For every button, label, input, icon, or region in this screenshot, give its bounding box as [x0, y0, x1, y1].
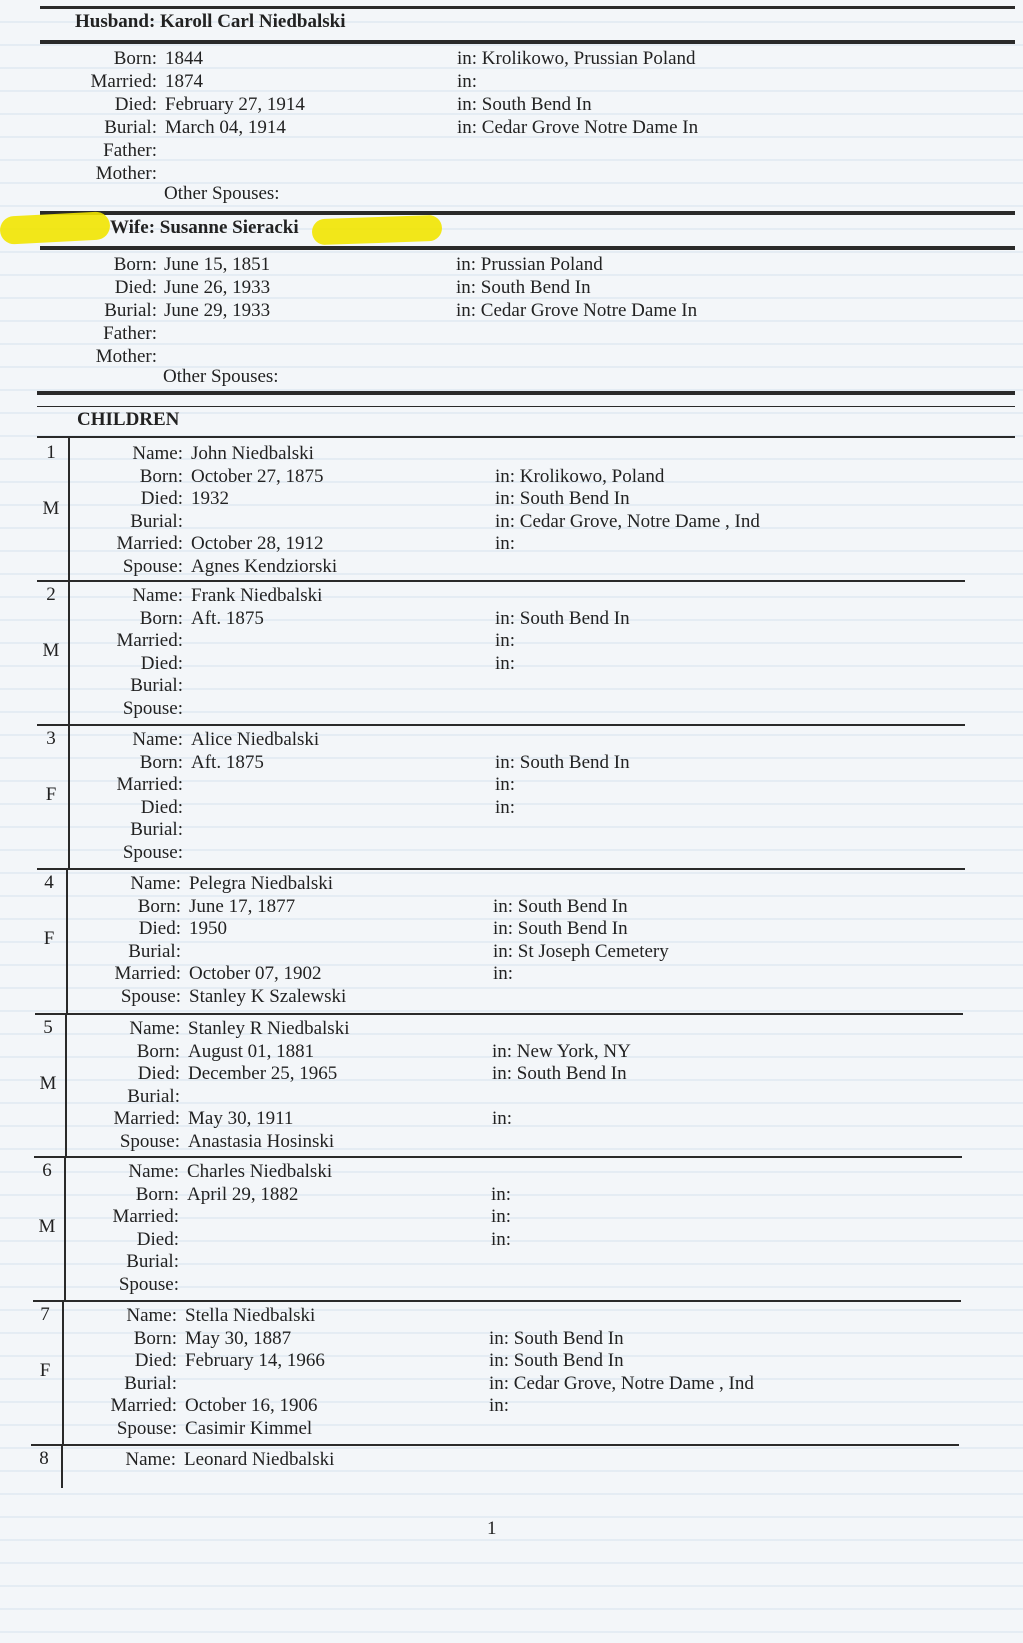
child-field-label: Name: — [132, 585, 183, 606]
child-separator — [35, 1013, 963, 1015]
child-field-value: Charles Niedbalski — [187, 1161, 333, 1182]
husband-heading — [75, 11, 345, 33]
child-number: 6 — [42, 1160, 52, 1181]
children-heading-rule — [37, 436, 1015, 438]
child-field-label: Died: — [134, 1350, 177, 1372]
field-label: Died: — [114, 94, 157, 115]
field-place: in: Krolikowo, Prussian Poland — [457, 48, 696, 69]
child-field-label: Spouse: — [122, 556, 183, 577]
child-field-place: in: South Bend In — [492, 1063, 627, 1085]
child-field-value: December 25, 1965 — [188, 1063, 338, 1085]
child-number: 8 — [39, 1448, 49, 1469]
child-separator — [33, 1300, 961, 1302]
child-field-label: Burial: — [130, 819, 183, 841]
field-place: in: South Bend In — [456, 277, 591, 298]
field-value: 1874 — [165, 71, 203, 92]
wife-name: Susanne Sieracki — [159, 217, 299, 238]
field-label: Father: — [103, 140, 157, 161]
child-number: 2 — [46, 584, 56, 605]
child-field-label: Died: — [140, 652, 183, 674]
child-separator — [31, 1444, 959, 1446]
child-field-value: Stanley K Szalewski — [189, 986, 347, 1007]
child-field-place: in: South Bend In — [495, 607, 630, 629]
child-divider — [62, 1300, 64, 1444]
child-field-label: Name: — [132, 443, 183, 464]
field-label: Died: — [114, 277, 157, 298]
child-number: 5 — [43, 1017, 53, 1038]
child-field-place: in: South Bend In — [495, 751, 630, 773]
husband-name: Karoll Carl Niedbalski — [160, 11, 346, 32]
highlighter-mark-left — [0, 211, 111, 245]
child-field-label: Born: — [139, 465, 183, 487]
child-field-label: Name: — [129, 1018, 180, 1039]
page-number: 1 — [487, 1518, 497, 1539]
child-field-label: Died: — [140, 796, 183, 818]
husband-heading-label: Husband: — [75, 11, 156, 32]
child-field-label: Died: — [137, 1063, 180, 1085]
child-field-label: Name: — [126, 1305, 177, 1326]
field-value: 1844 — [165, 48, 203, 69]
wife-top-rule — [40, 211, 1015, 215]
child-divider — [68, 724, 70, 868]
child-field-label: Born: — [136, 1040, 180, 1062]
child-divider — [65, 1013, 67, 1156]
husband-rule — [40, 40, 1015, 44]
child-field-value: 1950 — [189, 918, 227, 940]
husband-other-spouses: Other Spouses: — [164, 183, 280, 204]
child-divider — [61, 1444, 63, 1488]
field-place: in: Cedar Grove Notre Dame In — [457, 117, 699, 138]
child-field-value: Agnes Kendziorski — [191, 556, 338, 577]
child-field-place: in: — [492, 1108, 513, 1130]
child-sex: F — [45, 784, 57, 805]
child-field-label: Burial: — [124, 1372, 177, 1394]
child-field-value: Alice Niedbalski — [191, 729, 320, 750]
child-field-place: in: — [495, 774, 516, 796]
field-label: Born: — [113, 254, 157, 275]
child-number: 4 — [44, 872, 54, 893]
child-field-place: in: — [495, 652, 516, 674]
child-field-label: Burial: — [130, 510, 183, 532]
child-field-place: in: — [491, 1206, 512, 1228]
field-label: Married: — [90, 71, 157, 92]
child-divider — [68, 580, 70, 724]
child-field-value: August 01, 1881 — [188, 1040, 315, 1062]
child-field-label: Married: — [113, 1108, 180, 1130]
child-number: 1 — [46, 442, 56, 463]
child-field-value: 1932 — [191, 488, 229, 510]
child-divider — [64, 1156, 66, 1300]
wife-other-spouses: Other Spouses: — [163, 366, 279, 387]
child-field-place: in: South Bend In — [493, 918, 628, 940]
child-field-value: May 30, 1911 — [188, 1108, 294, 1130]
child-field-place: in: South Bend In — [489, 1327, 624, 1349]
child-field-value: October 27, 1875 — [191, 465, 324, 487]
child-field-place: in: — [491, 1228, 512, 1250]
child-field-place: in: Krolikowo, Poland — [495, 465, 665, 487]
child-field-label: Born: — [137, 895, 181, 917]
husband-values — [165, 47, 305, 139]
child-field-value: John Niedbalski — [191, 443, 314, 464]
child-field-value: October 07, 1902 — [189, 963, 322, 985]
field-place: in: — [457, 71, 478, 92]
child-field-value: Leonard Niedbalski — [184, 1449, 335, 1470]
child-field-label: Name: — [132, 729, 183, 750]
child-field-label: Born: — [139, 607, 183, 629]
field-label: Mother: — [95, 163, 157, 184]
children-top-rule — [37, 391, 1015, 395]
child-field-value: Pelegra Niedbalski — [189, 873, 334, 894]
child-field-place: in: — [495, 533, 516, 555]
child-field-label: Died: — [136, 1228, 179, 1250]
child-field-value: Aft. 1875 — [191, 751, 264, 773]
wife-labels — [60, 253, 157, 368]
child-field-label: Burial: — [126, 1251, 179, 1273]
field-value: June 26, 1933 — [164, 277, 271, 298]
child-field-value: Frank Niedbalski — [191, 585, 323, 606]
child-field-value: October 28, 1912 — [191, 533, 324, 555]
children-heading: CHILDREN — [77, 409, 180, 430]
child-sex: M — [38, 1216, 56, 1237]
child-field-place: in: — [491, 1183, 512, 1205]
child-field-value: June 17, 1877 — [189, 895, 296, 917]
field-value: March 04, 1914 — [165, 117, 286, 138]
children-top-rule-thin — [37, 406, 1015, 407]
field-label: Mother: — [95, 346, 157, 367]
child-field-label: Burial: — [127, 1085, 180, 1107]
child-separator — [37, 868, 965, 870]
child-field-label: Born: — [135, 1183, 179, 1205]
child-divider — [66, 868, 68, 1013]
child-field-place: in: — [495, 630, 516, 652]
child-sex: F — [43, 928, 55, 949]
child-field-label: Name: — [128, 1161, 179, 1182]
child-field-value: Aft. 1875 — [191, 607, 264, 629]
child-field-label: Burial: — [130, 675, 183, 697]
child-field-value: October 16, 1906 — [185, 1395, 318, 1417]
wife-heading — [110, 217, 299, 239]
child-field-label: Spouse: — [116, 1418, 177, 1439]
field-label: Burial: — [104, 117, 157, 138]
field-value: June 15, 1851 — [164, 254, 271, 275]
child-field-place: in: — [489, 1395, 510, 1417]
field-place: in: South Bend In — [457, 94, 592, 115]
child-field-label: Spouse: — [122, 698, 183, 719]
husband-labels — [60, 47, 157, 185]
child-field-value: February 14, 1966 — [185, 1350, 325, 1372]
top-rule — [40, 6, 1015, 9]
child-separator — [37, 724, 965, 726]
child-number: 7 — [40, 1304, 50, 1325]
field-value: June 29, 1933 — [164, 300, 271, 321]
child-field-place: in: South Bend In — [493, 895, 628, 917]
field-label: Father: — [103, 323, 157, 344]
field-place: in: Cedar Grove Notre Dame In — [456, 300, 698, 321]
child-field-label: Died: — [140, 488, 183, 510]
wife-heading-label: Wife: — [110, 217, 156, 238]
child-field-label: Married: — [116, 630, 183, 652]
child-field-label: Married: — [116, 533, 183, 555]
field-label: Burial: — [104, 300, 157, 321]
child-field-value: May 30, 1887 — [185, 1327, 292, 1349]
child-field-value: April 29, 1882 — [187, 1183, 299, 1205]
child-separator — [34, 1156, 962, 1158]
child-field-label: Born: — [133, 1327, 177, 1349]
child-separator — [37, 580, 965, 582]
child-sex: M — [39, 1073, 57, 1094]
field-value: February 27, 1914 — [165, 94, 305, 115]
child-field-place: in: St Joseph Cemetery — [493, 940, 669, 962]
child-field-label: Married: — [112, 1206, 179, 1228]
child-field-value: Stanley R Niedbalski — [188, 1018, 350, 1039]
child-field-value: Anastasia Hosinski — [188, 1131, 335, 1152]
child-field-value: Stella Niedbalski — [185, 1305, 316, 1326]
child-sex: M — [42, 498, 60, 519]
wife-places — [456, 253, 697, 322]
child-field-label: Born: — [139, 751, 183, 773]
child-field-place: in: Cedar Grove, Notre Dame , Ind — [495, 510, 760, 532]
child-field-label: Name: — [130, 873, 181, 894]
child-sex: F — [39, 1360, 51, 1381]
child-sex: M — [42, 640, 60, 661]
child-divider — [68, 438, 70, 580]
child-field-place: in: — [493, 963, 514, 985]
child-field-place: in: — [495, 796, 516, 818]
child-field-place: in: New York, NY — [492, 1040, 631, 1062]
highlighter-mark-right — [312, 215, 443, 246]
child-field-label: Spouse: — [119, 1131, 180, 1152]
wife-values — [164, 253, 270, 322]
child-field-value: Casimir Kimmel — [185, 1418, 313, 1439]
child-field-label: Spouse: — [120, 986, 181, 1007]
child-field-place: in: South Bend In — [489, 1350, 624, 1372]
child-field-label: Name: — [125, 1449, 176, 1470]
child-field-label: Married: — [114, 963, 181, 985]
child-field-label: Spouse: — [122, 842, 183, 863]
field-place: in: Prussian Poland — [456, 254, 603, 275]
child-field-label: Married: — [110, 1395, 177, 1417]
field-label: Born: — [113, 48, 157, 69]
child-field-place: in: South Bend In — [495, 488, 630, 510]
wife-rule — [40, 246, 1015, 250]
child-field-label: Died: — [138, 918, 181, 940]
child-field-label: Married: — [116, 774, 183, 796]
child-field-label: Burial: — [128, 940, 181, 962]
child-field-place: in: Cedar Grove, Notre Dame , Ind — [489, 1372, 754, 1394]
child-number: 3 — [46, 728, 56, 749]
child-field-label: Spouse: — [118, 1274, 179, 1295]
husband-places — [457, 47, 698, 139]
